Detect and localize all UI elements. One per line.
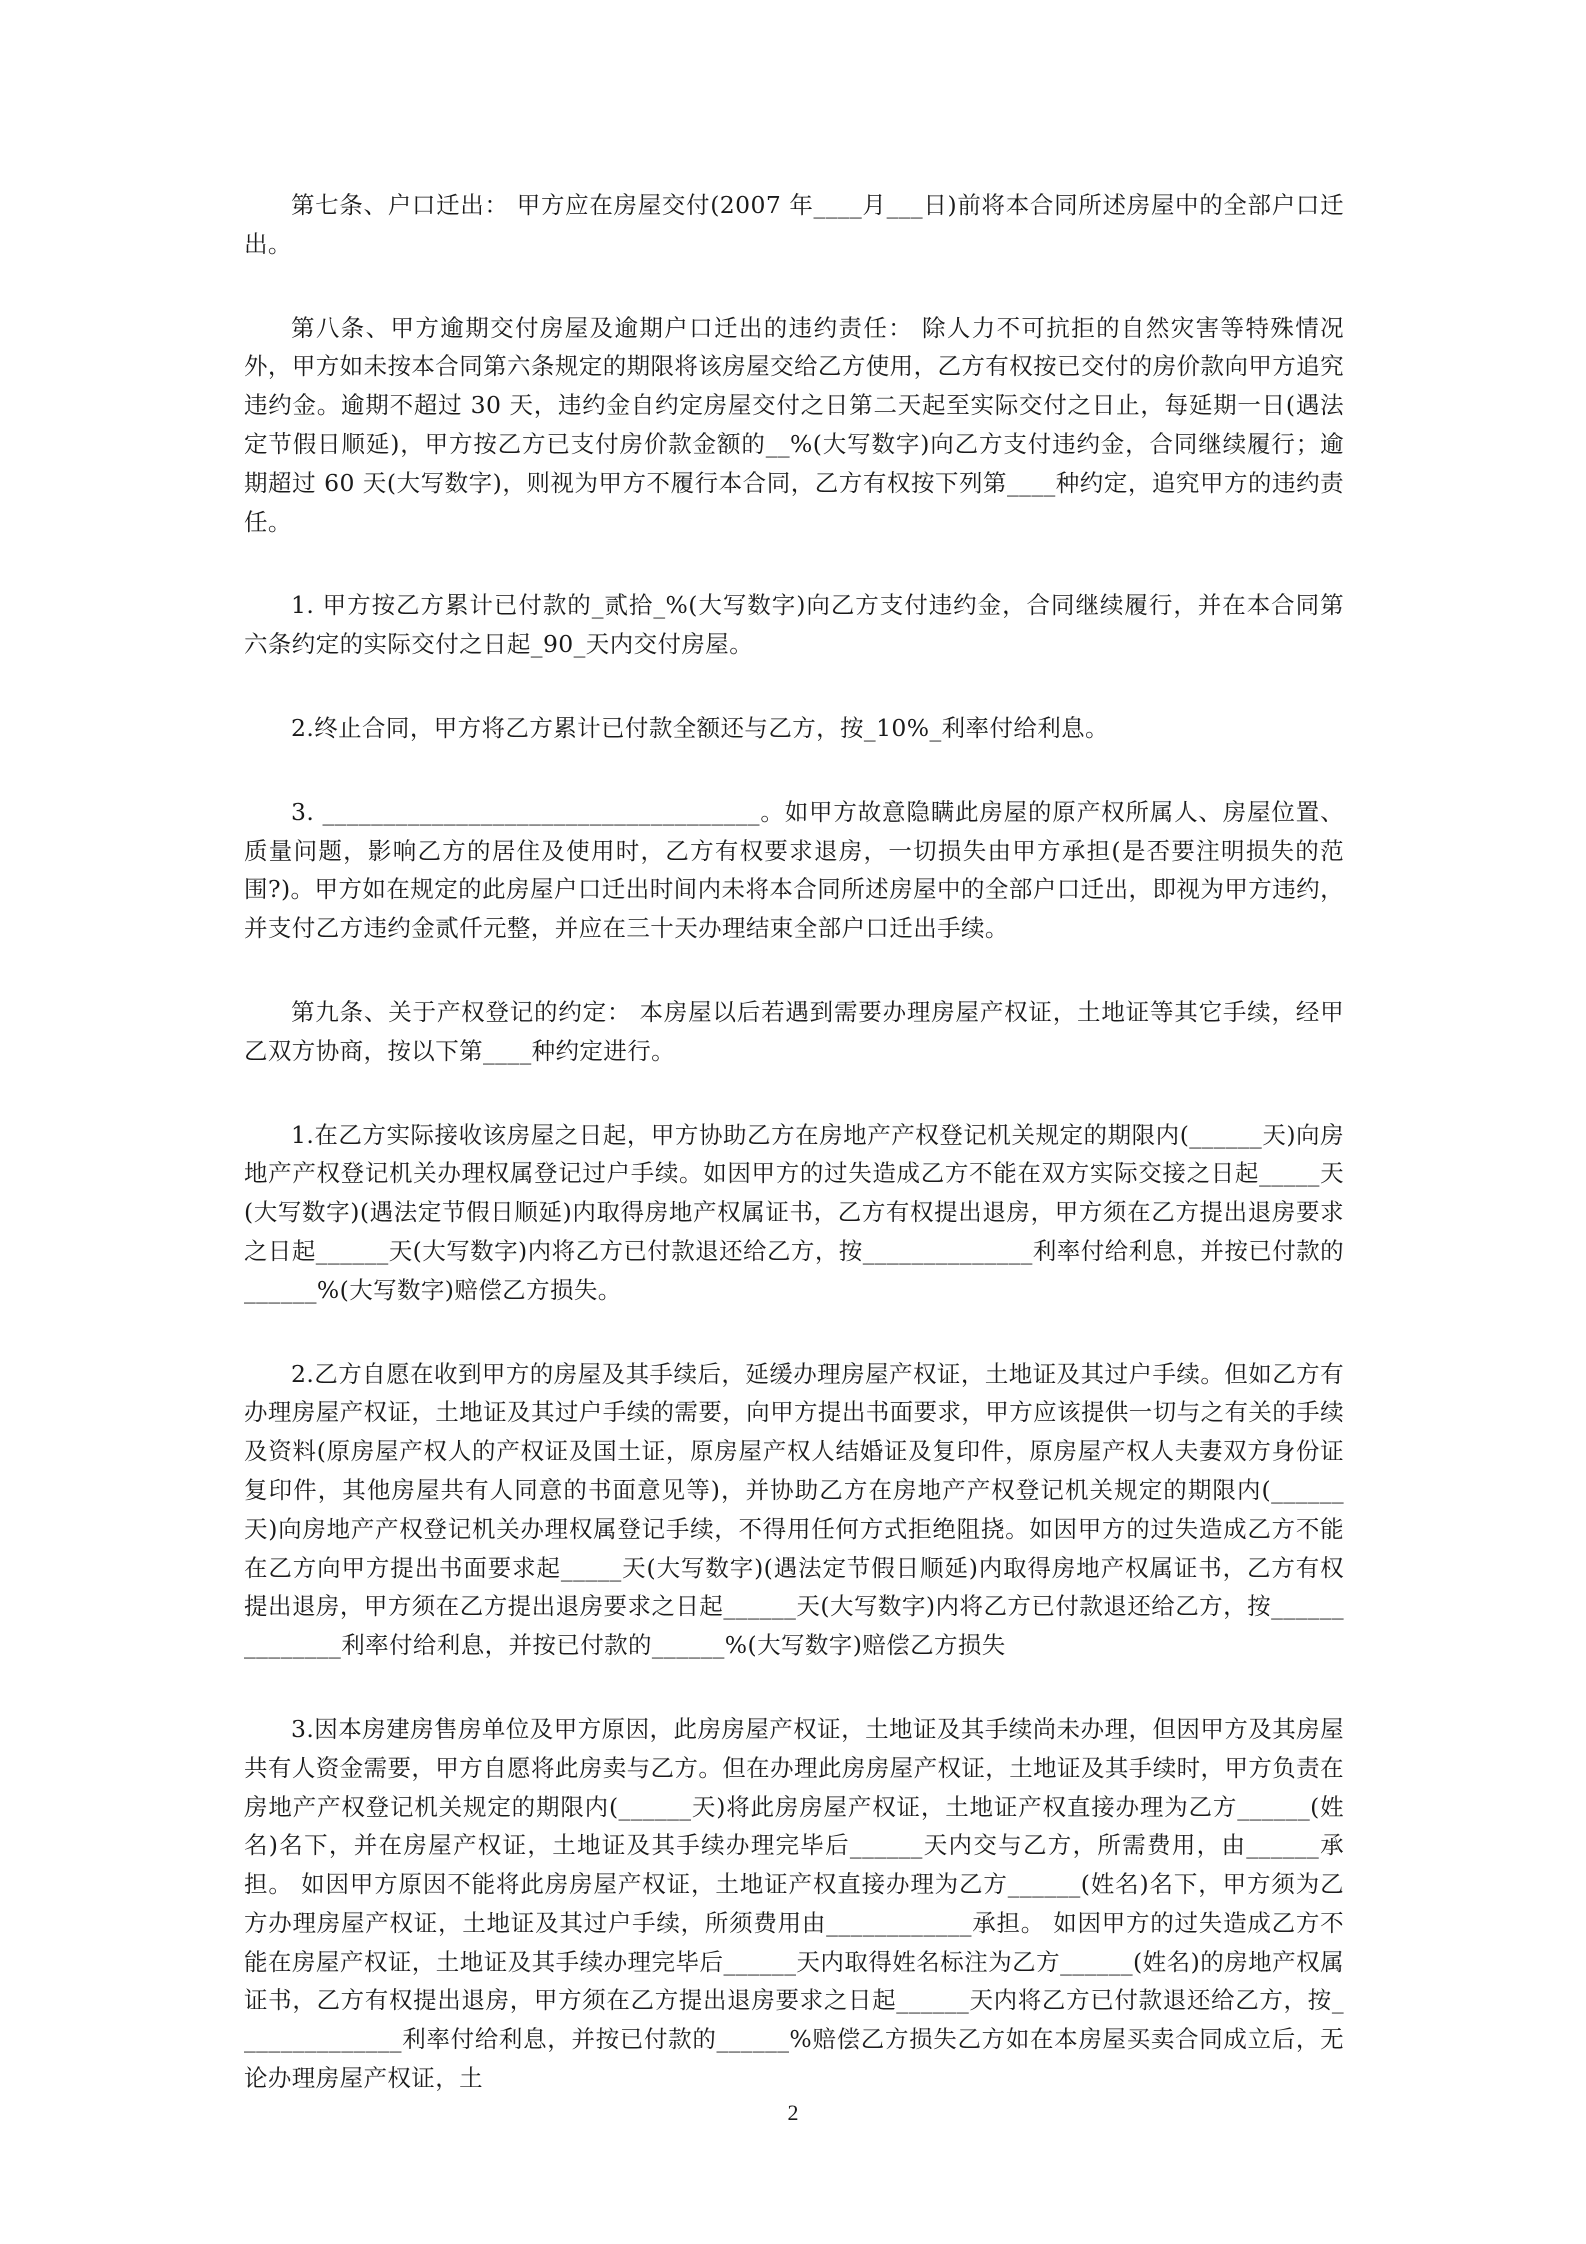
- article-9-option-2: 2.乙方自愿在收到甲方的房屋及其手续后，延缓办理房屋产权证，土地证及其过户手续。但如乙方有办理房屋产权证，土地证及其过户手续的需要，向甲方提出书面要求，甲方应该提供一切与之有关的手续及资料(原房屋产权人的产权证及国土证，原房屋产权人结婚证及复印件，原房屋产权人夫妻双方身份证复印件，其他房屋共有人同意的书面意见等)，并协助乙方在房地产产权登记机关规定的期限内(______天)向房地产产权登记机关办理权属登记手续，不得用任何方式拒绝阻挠。如因甲方的过失造成乙方不能在乙方向甲方提出书面要求起_____天(大写数字)(遇法定节假日顺延)内取得房地产权属证书，乙方有权提出退房，甲方须在乙方提出退房要求之日起______天(大写数字)内将乙方已付款退还给乙方，按______________利率付给利息，并按已付款的______%(大写数字)赔偿乙方损失: [244, 1359, 1344, 1660]
- article-8-option-3: 3. ____________________________________。如甲方故意隐瞒此房屋的原产权所属人、房屋位置、质量问题，影响乙方的居住及使用时，乙方有权要求退房，一切损失由甲方承担(是否要注明损失的范围?)。甲方如在规定的此房屋户口迁出时间内未将本合同所述房屋中的全部户口迁出，即视为甲方违约，并支付乙方违约金贰仟元整，并应在三十天办理结束全部户口迁出手续。: [244, 797, 1344, 943]
- article-8-late-delivery-liability: 第八条、甲方逾期交付房屋及逾期户口迁出的违约责任： 除人力不可抗拒的自然灾害等特殊情况外，甲方如未按本合同第六条规定的期限将该房屋交给乙方使用，乙方有权按已交付的房价款向甲方追究违约金。逾期不超过 30 天，违约金自约定房屋交付之日第二天起至实际交付之日止，每延期一日(遇法定节假日顺延)，甲方按乙方已支付房价款金额的__%(大写数字)向乙方支付违约金，合同继续履行；逾期超过 60 天(大写数字)，则视为甲方不履行本合同，乙方有权按下列第____种约定，追究甲方的违约责任。: [244, 313, 1344, 536]
- article-9-option-1: 1.在乙方实际接收该房屋之日起，甲方协助乙方在房地产产权登记机关规定的期限内(______天)向房地产产权登记机关办理权属登记过户手续。如因甲方的过失造成乙方不能在双方实际交接之日起_____天(大写数字)(遇法定节假日顺延)内取得房地产权属证书，乙方有权提出退房，甲方须在乙方提出退房要求之日起______天(大写数字)内将乙方已付款退还给乙方，按______________利率付给利息，并按已付款的______%(大写数字)赔偿乙方损失。: [244, 1120, 1344, 1304]
- page-number: 2: [787, 2100, 799, 2125]
- article-9-option-3: 3.因本房建房售房单位及甲方原因，此房房屋产权证，土地证及其手续尚未办理，但因甲方及其房屋共有人资金需要，甲方自愿将此房卖与乙方。但在办理此房房屋产权证，土地证及其手续时，甲方负责在房地产产权登记机关规定的期限内(______天)将此房房屋产权证，土地证产权直接办理为乙方______(姓名)名下，并在房屋产权证，土地证及其手续办理完毕后______天内交与乙方，所需费用，由______承担。 如因甲方原因不能将此房房屋产权证，土地证产权直接办理为乙方______(姓名)名下，甲方须为乙方办理房屋产权证，土地证及其过户手续，所须费用由____________承担。 如因甲方的过失造成乙方不能在房屋产权证，土地证及其手续办理完毕后______天内取得姓名标注为乙方______(姓名)的房地产权属证书，乙方有权提出退房，甲方须在乙方提出退房要求之日起______天内将乙方已付款退还给乙方，按______________利率付给利息，并按已付款的______%赔偿乙方损失乙方如在本房屋买卖合同成立后，无论办理房屋产权证，土: [244, 1714, 1344, 2093]
- article-8-option-2: 2.终止合同，甲方将乙方累计已付款全额还与乙方，按_10%_利率付给利息。: [291, 713, 1109, 742]
- article-8-option-1: 1. 甲方按乙方累计已付款的_贰拾_%(大写数字)向乙方支付违约金，合同继续履行，并在本合同第六条约定的实际交付之日起_90_天内交付房屋。: [244, 591, 1344, 659]
- document-body: [244, 186, 1344, 2098]
- article-7-household-registration: 第七条、户口迁出： 甲方应在房屋交付(2007 年____月___日)前将本合同所述房屋中的全部户口迁出。: [244, 191, 1344, 258]
- article-9-title-registration: 第九条、关于产权登记的约定： 本房屋以后若遇到需要办理房屋产权证，土地证等其它手续，经甲乙双方协商，按以下第____种约定进行。: [244, 997, 1344, 1065]
